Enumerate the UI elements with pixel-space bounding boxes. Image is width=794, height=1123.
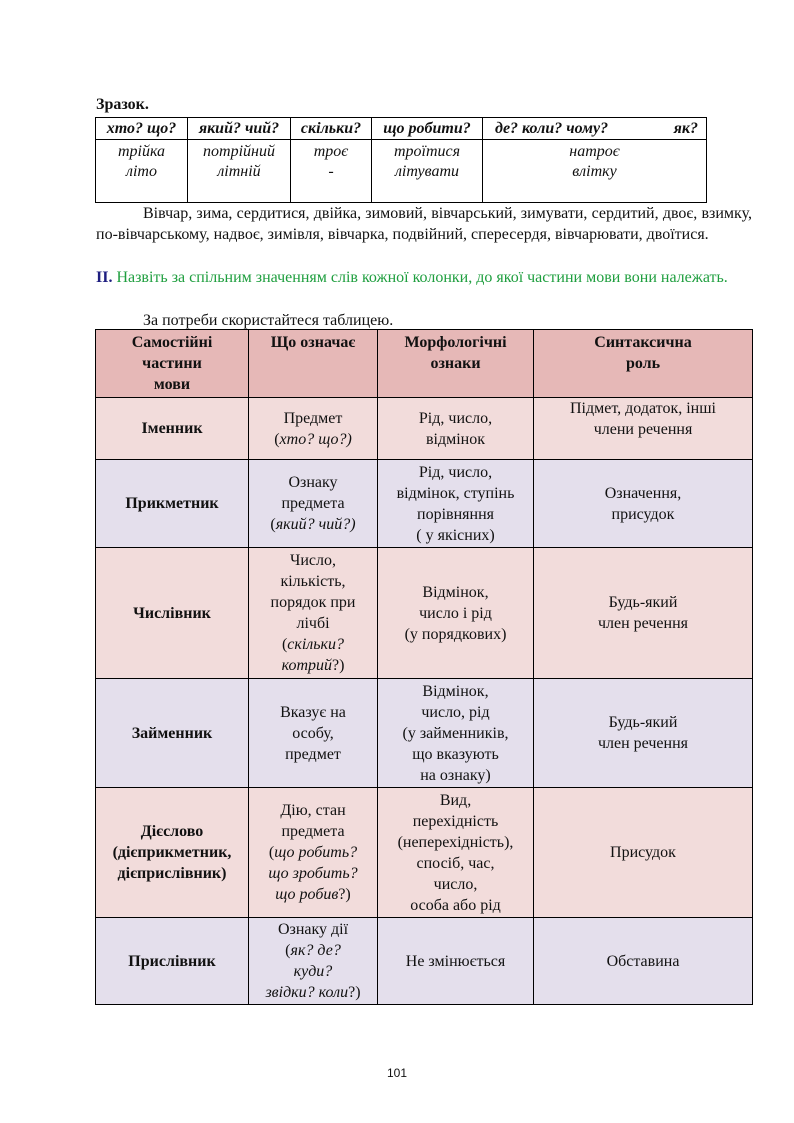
header-line: ознаки: [430, 355, 481, 372]
cell-line: Обставина: [606, 952, 680, 970]
sample-word: троїтися: [393, 143, 461, 160]
cell-line: члени речення: [593, 421, 693, 438]
cell-line: Підмет, додаток, інші: [570, 400, 716, 417]
cell-question: що зробить?: [268, 865, 358, 882]
cell-question: хто? що?): [279, 430, 352, 448]
cell-line: [252, 655, 374, 676]
header-cell-syntax: [534, 330, 753, 398]
cell-line: порівняння: [417, 505, 494, 523]
hint-text: За потреби скористайтеся таблицею.: [143, 312, 394, 329]
sample-table: [95, 117, 707, 203]
cell-line: Присудок: [610, 844, 676, 861]
cell-line: предмет: [285, 745, 341, 763]
cell-line: порядок при: [270, 594, 356, 611]
cell-morphology: [378, 788, 534, 918]
cell-question: який? чий?): [275, 516, 356, 533]
cell-line: [252, 863, 374, 884]
cell-meaning: [249, 548, 378, 679]
sample-word: трійка: [117, 143, 166, 160]
cell-line: відмінок, ступінь: [396, 484, 515, 502]
cell-text: ?): [348, 984, 361, 1001]
cell-morphology: [378, 548, 534, 679]
cell-line: (у займенників,: [402, 724, 509, 742]
header-line: роль: [625, 355, 661, 372]
cell-line: кількість,: [280, 573, 346, 590]
cell-line: Прислівник: [128, 952, 216, 970]
word-list-paragraph: Вівчар, зима, сердитися, двійка, зимовий, вівчарський, зимувати, сердитий, двоє, взимку, по-вівчарському, надвоє, зимівля, вівчарка, подвійний, спересердя, вівчарювати, двоїтися.: [96, 205, 752, 243]
header-cell-part-of-speech: [96, 330, 249, 398]
cell-question: скільки?: [287, 636, 345, 653]
cell-line: (неперехідність),: [397, 833, 514, 851]
cell-part-of-speech: [96, 398, 249, 460]
cell-line: [252, 842, 374, 863]
cell-line: Займенник: [131, 724, 213, 742]
task-number: II.: [96, 269, 113, 286]
cell-syntax: [534, 918, 753, 1005]
cell-meaning: [249, 679, 378, 788]
cell-line: Рід, число,: [418, 409, 493, 427]
cell-part-of-speech: [96, 679, 249, 788]
cell-morphology: [378, 918, 534, 1005]
sample-word: -: [328, 163, 334, 180]
cell-line: число, рід: [421, 703, 490, 721]
cell-meaning: [249, 460, 378, 548]
cell-line: предмета: [281, 495, 345, 512]
sample-label: Зразок.: [96, 96, 149, 113]
sample-word: натроє: [569, 143, 620, 160]
cell-line: перехідність: [412, 812, 499, 830]
sample-header-cell: хто? що?: [96, 118, 188, 140]
cell-part-of-speech: [96, 918, 249, 1005]
cell-line: що вказують: [412, 745, 499, 763]
cell-line: лічбі: [296, 615, 330, 632]
parts-of-speech-table: [95, 329, 753, 1005]
cell-line: Дію, стан: [280, 802, 346, 819]
page-number: 101: [386, 1066, 408, 1080]
cell-morphology: [378, 460, 534, 548]
cell-part-of-speech: [96, 460, 249, 548]
cell-question: звідки? коли: [265, 984, 349, 1001]
cell-line: член речення: [597, 615, 689, 632]
cell-meaning: [249, 398, 378, 460]
cell-meaning: [249, 918, 378, 1005]
cell-syntax: [534, 788, 753, 918]
cell-text: (: [281, 636, 288, 653]
cell-line: Відмінок,: [422, 583, 489, 601]
cell-part-of-speech: [96, 788, 249, 918]
cell-line: предмета: [281, 823, 345, 840]
cell-line: ( у якісних): [416, 526, 495, 544]
cell-line: Ознаку: [288, 474, 338, 491]
cell-line: [252, 514, 374, 535]
table-row: [96, 460, 753, 548]
task-text: Назвіть за спільним значенням слів кожної колонки, до якої частини мови вони належать.: [116, 269, 728, 286]
cell-line: Вказує на: [280, 703, 346, 721]
cell-line: Дієслово: [140, 823, 204, 840]
cell-line: дієприслівник): [117, 865, 227, 882]
cell-line: Іменник: [141, 420, 203, 437]
sample-header-part: як?: [673, 120, 698, 137]
sample-word: літувати: [394, 163, 460, 180]
header-line: мови: [153, 376, 191, 393]
sample-cell: [96, 140, 188, 203]
header-line: Синтаксична: [594, 334, 692, 351]
cell-text: ?): [338, 886, 351, 903]
cell-line: [252, 634, 374, 655]
cell-text: ?): [332, 657, 345, 674]
header-line: Самостійні: [131, 334, 213, 351]
cell-line: Прикметник: [125, 495, 219, 512]
cell-line: [252, 429, 374, 450]
cell-question: як? де?: [290, 942, 341, 959]
cell-line: число,: [433, 875, 478, 893]
cell-line: Предмет: [283, 409, 343, 427]
table-row: [96, 679, 753, 788]
cell-text: (: [274, 430, 280, 448]
cell-line: особа або рід: [410, 896, 501, 914]
header-line: Що означає: [270, 334, 356, 351]
sample-word: троє: [313, 143, 349, 160]
sample-word: літній: [217, 163, 261, 180]
cell-line: присудок: [611, 505, 675, 523]
sample-word: потрійний: [203, 143, 275, 160]
cell-morphology: [378, 679, 534, 788]
cell-line: особу,: [292, 724, 334, 742]
cell-text: (: [268, 844, 275, 861]
table-header-row: [96, 330, 753, 398]
cell-line: [252, 884, 374, 905]
sample-body-row: [96, 140, 707, 203]
cell-syntax: [534, 460, 753, 548]
cell-line: член речення: [597, 735, 689, 752]
cell-question: що робить?: [274, 844, 358, 861]
sample-header-cell: який? чий?: [188, 118, 291, 140]
cell-line: Ознаку дії: [277, 921, 349, 938]
cell-line: на ознаку): [420, 766, 491, 784]
sample-cell: [372, 140, 483, 203]
header-line: частини: [142, 355, 202, 372]
cell-line: Відмінок,: [422, 682, 489, 700]
cell-line: Рід, число,: [418, 463, 493, 481]
cell-line: [252, 982, 374, 1003]
sample-header-cell: скільки?: [291, 118, 372, 140]
cell-line: Числівник: [133, 604, 211, 622]
cell-text: (: [285, 942, 291, 959]
cell-text: (: [270, 516, 276, 533]
cell-line: [252, 940, 374, 961]
cell-question: куди?: [293, 963, 333, 980]
sample-header-cell: що робити?: [372, 118, 483, 140]
cell-line: число і рід: [419, 604, 492, 622]
table-row: [96, 918, 753, 1005]
cell-line: Число,: [289, 552, 337, 569]
cell-syntax: [534, 398, 753, 460]
header-line: Морфологічні: [404, 334, 507, 351]
cell-line: відмінок: [425, 430, 486, 448]
table-row: [96, 548, 753, 679]
sample-header-row: [96, 118, 707, 140]
sample-cell: [483, 140, 707, 203]
cell-syntax: [534, 679, 753, 788]
sample-cell: [291, 140, 372, 203]
cell-line: Будь-який: [608, 594, 678, 611]
cell-line: (дієприкметник,: [112, 844, 232, 861]
table-row: [96, 788, 753, 918]
sample-cell: [188, 140, 291, 203]
cell-line: [252, 961, 374, 982]
header-cell-meaning: [249, 330, 378, 398]
sample-word: влітку: [572, 163, 617, 180]
cell-line: Вид,: [439, 791, 472, 809]
header-cell-morphology: [378, 330, 534, 398]
cell-morphology: [378, 398, 534, 460]
cell-line: Не змінюється: [405, 952, 506, 970]
cell-meaning: [249, 788, 378, 918]
cell-line: Означення,: [604, 484, 682, 502]
cell-line: спосіб, час,: [416, 854, 495, 872]
sample-word: літо: [126, 163, 157, 180]
cell-part-of-speech: [96, 548, 249, 679]
cell-line: Будь-який: [608, 714, 678, 731]
cell-question: що робив: [275, 886, 339, 903]
cell-syntax: [534, 548, 753, 679]
sample-header-cell-last: [483, 118, 707, 140]
sample-header-part: де? коли? чому?: [495, 120, 609, 137]
cell-line: (у порядкових): [404, 625, 507, 643]
table-row: [96, 398, 753, 460]
cell-question: котрий: [281, 657, 332, 674]
task-paragraph: [96, 267, 752, 288]
